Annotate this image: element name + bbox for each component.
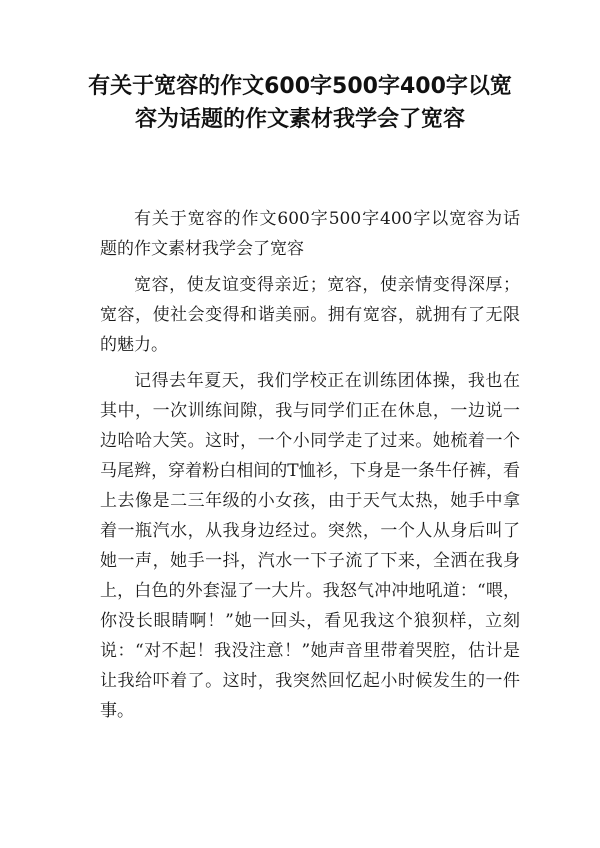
document-title: 有关于宽容的作文600字500字400字以宽容为话题的作文素材我学会了宽容 — [88, 74, 512, 132]
document-body — [100, 204, 520, 732]
paragraph-thesis: 宽容，使友谊变得亲近；宽容，使亲情变得深厚；宽容，使社会变得和谐美丽。拥有宽容，就拥有了无限的魅力。 — [100, 275, 520, 355]
paragraph-intro: 有关于宽容的作文600字500字400字以宽容为话题的作文素材我学会了宽容 — [100, 209, 520, 259]
paragraph-story: 记得去年夏天，我们学校正在训练团体操，我也在其中，一次训练间隙，我与同学们正在休息，一边说一边哈哈大笑。这时，一个小同学走了过来。她梳着一个马尾辫，穿着粉白相间的T恤衫，下身是一条牛仔裤，看上去像是二三年级的小女孩，由于天气太热，她手中拿着一瓶汽水，从我身边经过。突然，一个人从身后叫了她一声，她手一抖，汽水一下子流了下来，全洒在我身上，白色的外套湿了一大片。我怒气冲冲地吼道：“喂，你没长眼睛啊！”她一回头，看见我这个狼狈样，立刻说：“对不起！我没注意！”她声音里带着哭腔，估计是让我给吓着了。这时，我突然回忆起小时候发生的一件事。 — [100, 371, 520, 721]
